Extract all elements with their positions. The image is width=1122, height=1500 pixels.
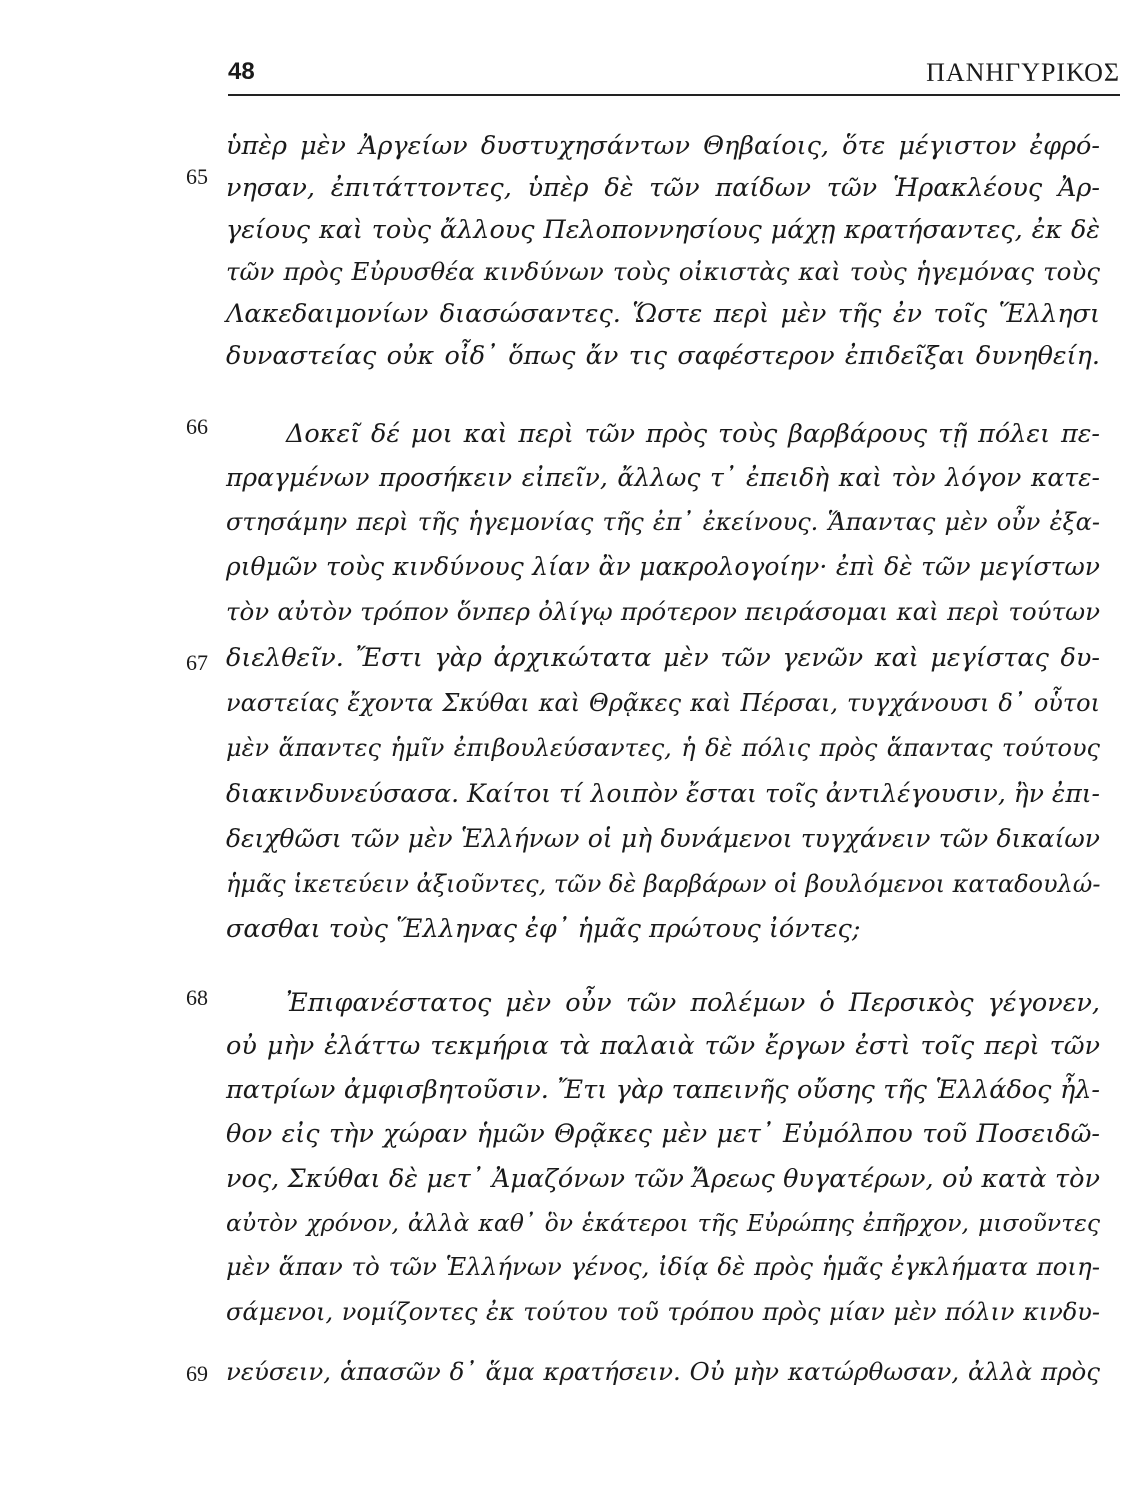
text-line: νος, Σκύθαι δὲ μετ᾽ Ἀμαζόνων τῶν Ἄρεως θυγατέρων, οὐ κατὰ τὸν [226,1164,1100,1194]
text-line: ἡμᾶς ἱκετεύειν ἀξιοῦντες, τῶν δὲ βαρβάρων οἱ βουλόμενοι καταδουλώ- [226,870,1101,898]
section-number: 69 [186,1361,208,1386]
text-line: μὲν ἅπαν τὸ τῶν Ἑλλήνων γένος, ἰδίᾳ δὲ πρὸς ἡμᾶς ἐγκλήματα ποιη- [226,1252,1100,1281]
text-line: τὸν αὐτὸν τρόπον ὅνπερ ὀλίγῳ πρότερον πειράσομαι καὶ περὶ τούτων [226,597,1100,626]
text-line: ὑπὲρ μὲν Ἀργείων δυστυχησάντων Θηβαίοις, ὅτε μέγιστον ἐφρό- [226,131,1100,161]
text-line: θον εἰς τὴν χώραν ἡμῶν Θρᾷκες μὲν μετ᾽ Εὐμόλπου τοῦ Ποσειδῶ- [226,1119,1100,1149]
text-line: δυναστείας οὐκ οἶδ᾽ ὅπως ἄν τις σαφέστερον ἐπιδεῖξαι δυνηθείη. [226,341,1100,371]
page-number: 48 [228,58,255,85]
text-line: ριθμῶν τοὺς κινδύνους λίαν ἂν μακρολογοίην· ἐπὶ δὲ τῶν μεγίστων [226,552,1100,581]
section-number: 67 [186,650,208,675]
book-title: ΠΑΝΗΓΥΡΙΚΟΣ [926,58,1120,87]
text-line: μὲν ἅπαντες ἡμῖν ἐπιβουλεύσαντες, ἡ δὲ πόλις πρὸς ἅπαντας τούτους [226,734,1100,762]
text-line: οὐ μὴν ἐλάττω τεκμήρια τὰ παλαιὰ τῶν ἔργων ἐστὶ τοῖς περὶ τῶν [226,1031,1100,1061]
text-line: νησαν, ἐπιτάττοντες, ὑπὲρ δὲ τῶν παίδων τῶν Ἡρακλέους Ἀρ- [226,173,1100,203]
text-line: σασθαι τοὺς Ἕλληνας ἐφ᾽ ἡμᾶς πρώτους ἰόντες; [226,914,861,944]
section-number: 68 [186,985,208,1010]
text-line: στησάμην περὶ τῆς ἡγεμονίας τῆς ἐπ᾽ ἐκείνους. Ἅπαντας μὲν οὖν ἐξα- [226,508,1100,536]
text-line: ναστείας ἔχοντα Σκύθαι καὶ Θρᾷκες καὶ Πέρσαι, τυγχάνουσι δ᾽ οὗτοι [226,689,1100,717]
running-head [228,48,1120,96]
section-number: 66 [186,414,208,439]
text-line: Δοκεῖ δέ μοι καὶ περὶ τῶν πρὸς τοὺς βαρβάρους τῇ πόλει πε- [286,419,1100,449]
section-number: 65 [186,164,208,189]
text-line: Ἐπιφανέστατος μὲν οὖν τῶν πολέμων ὁ Περσικὸς γέγονεν, [286,988,1100,1018]
text-line: δειχθῶσι τῶν μὲν Ἑλλήνων οἱ μὴ δυνάμενοι τυγχάνειν τῶν δικαίων [226,824,1100,853]
text-line: διακινδυνεύσασα. Καίτοι τί λοιπὸν ἔσται τοῖς ἀντιλέγουσιν, ἢν ἐπι- [226,779,1100,808]
text-line: Λακεδαιμονίων διασώσαντες. Ὥστε περὶ μὲν τῆς ἐν τοῖς Ἕλλησι [226,299,1100,329]
text-line: τῶν πρὸς Εὐρυσθέα κινδύνων τοὺς οἰκιστὰς καὶ τοὺς ἡγεμόνας τοὺς [226,257,1100,286]
text-line: αὐτὸν χρόνον, ἀλλὰ καθ᾽ ὃν ἑκάτεροι τῆς Εὐρώπης ἐπῆρχον, μισοῦντες [226,1209,1100,1237]
text-line: νεύσειν, ἁπασῶν δ᾽ ἅμα κρατήσειν. Οὐ μὴν κατώρθωσαν, ἀλλὰ πρὸς [226,1357,1100,1386]
text-line: γείους καὶ τοὺς ἄλλους Πελοποννησίους μάχῃ κρατήσαντες, ἐκ δὲ [226,215,1100,245]
text-line: πατρίων ἀμφισβητοῦσιν. Ἔτι γὰρ ταπεινῆς οὔσης τῆς Ἑλλάδος ἦλ- [226,1075,1100,1105]
text-line: διελθεῖν. Ἔστι γὰρ ἀρχικώτατα μὲν τῶν γενῶν καὶ μεγίστας δυ- [226,643,1100,673]
text-line: πραγμένων προσήκειν εἰπεῖν, ἄλλως τ᾽ ἐπειδὴ καὶ τὸν λόγον κατε- [226,463,1100,492]
text-line: σάμενοι, νομίζοντες ἐκ τούτου τοῦ τρόπου πρὸς μίαν μὲν πόλιν κινδυ- [226,1298,1100,1326]
